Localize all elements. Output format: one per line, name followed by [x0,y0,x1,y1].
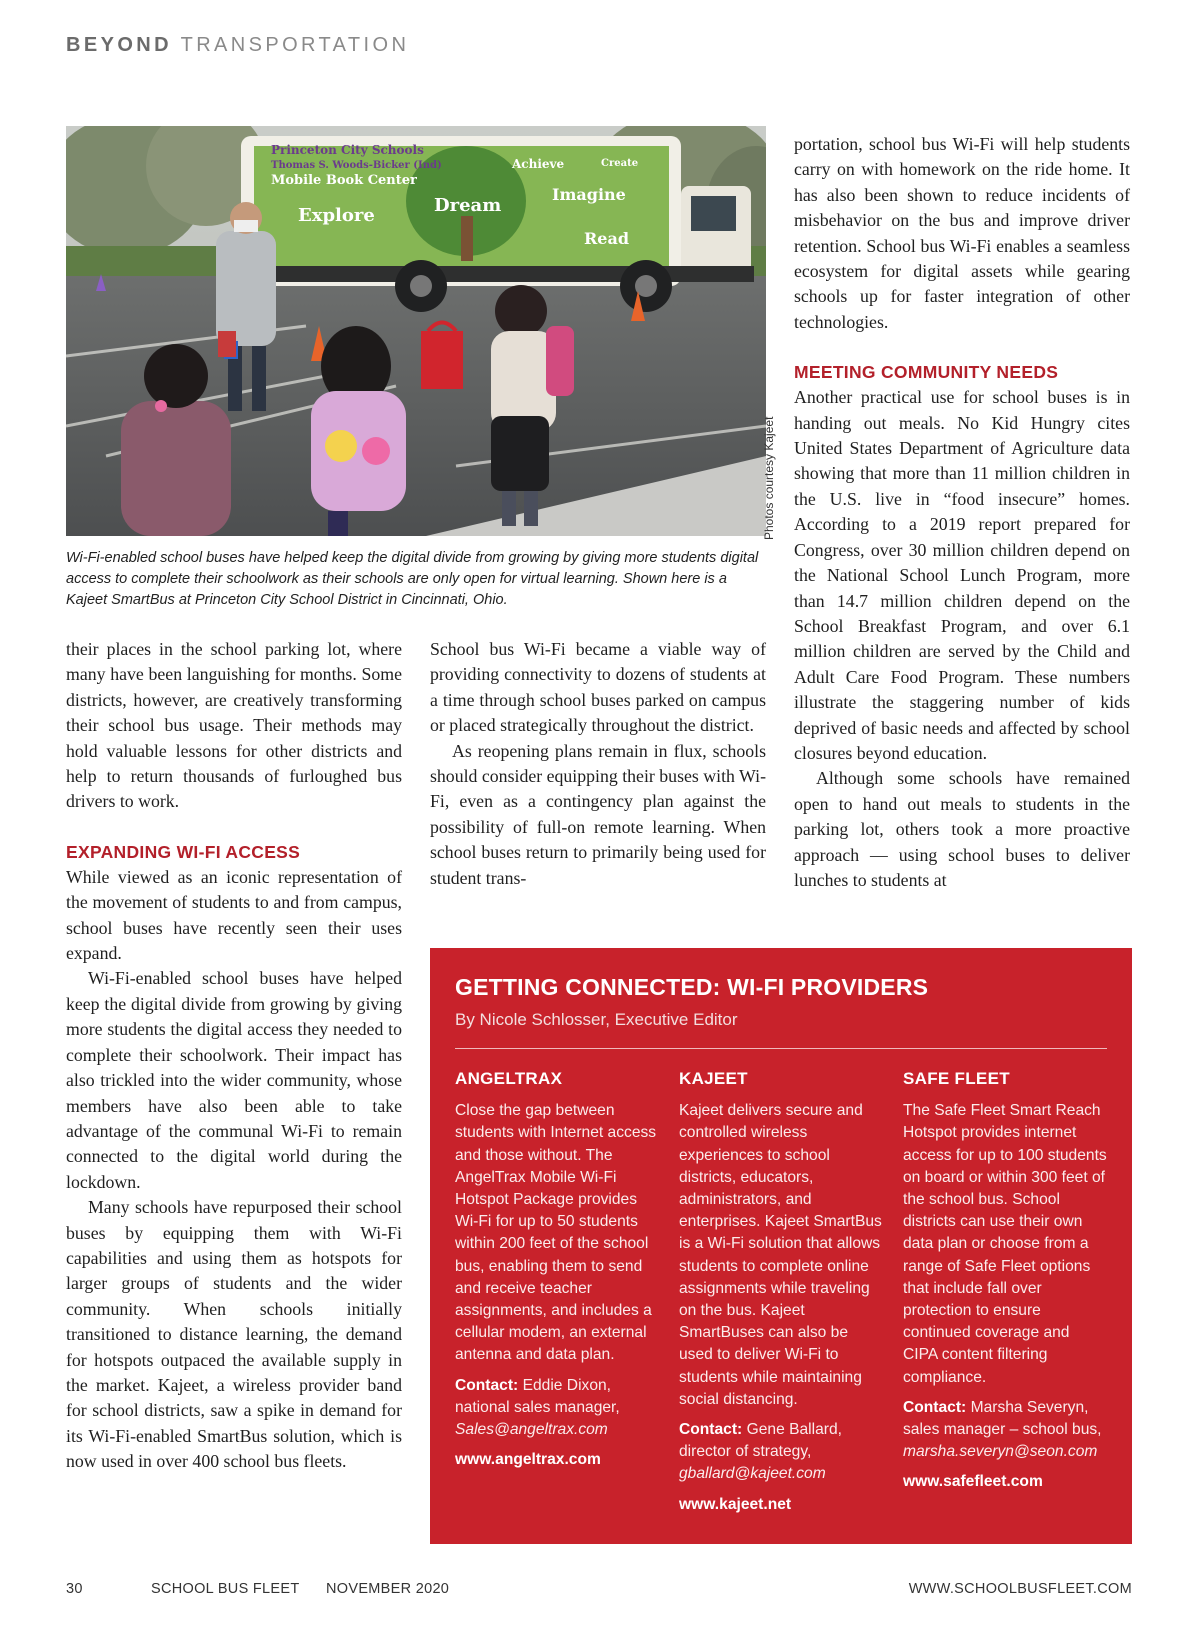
provider-angeltrax [455,1068,660,1471]
body-paragraph: As reopening plans remain in flux, schools should consider equipping their buses with Wi-Fi, even as a contingency plan against the possibility of full-on remote learning. When school buses return to primarily being used for student trans- [430,740,766,888]
bus-text-name: Thomas S. Woods-Bicker (Ind) [271,160,442,171]
provider-description: Kajeet delivers secure and controlled wireless experiences to school districts, educators, administrators, and enterprises. Kajeet SmartBus is a Wi-Fi solution that allows students to complete online assignments while traveling on the bus. Kajeet SmartBuses can also be used to deliver Wi-Fi to students while maintaining social distancing. [679,1102,882,1408]
sidebar-title: GETTING CONNECTED: WI-FI PROVIDERS [455,974,929,1000]
provider-contact [679,1419,884,1486]
provider-name: SAFE FLEET [903,1069,1010,1088]
section-label-rest: TRANSPORTATION [180,34,410,56]
article-column-2 [430,637,766,891]
sidebar-byline: By Nicole Schlosser, Executive Editor [455,1010,738,1029]
provider-contact [455,1375,660,1442]
photo-credit: Photos courtesy Kajeet [762,416,776,540]
provider-kajeet [679,1068,884,1516]
bus-text-book-center: Mobile Book Center [271,173,417,188]
provider-name: KAJEET [679,1069,748,1088]
magazine-website-link[interactable]: WWW.SCHOOLBUSFLEET.COM [908,1581,1132,1597]
bus-text-imagine: Imagine [552,185,626,204]
contact-person: Eddie Dixon, national sales manager, [455,1376,620,1416]
article-column-3 [794,132,1130,893]
body-paragraph: School bus Wi-Fi became a viable way of providing connectivity to dozens of students at a time through school buses parked on campus or placed strategically throughout the district. [430,639,766,736]
body-paragraph: Wi-Fi-enabled school buses have helped keep the digital divide from growing by giving more students the digital access they needed to complete their schoolwork. Their impact has also trickled into the wider community, whose members have also been able to take advantage of the communal Wi-Fi to remain connected to the digital world during the lockdown. [66,968,402,1192]
subhead-expanding-wifi: EXPANDING WI-FI ACCESS [66,841,301,862]
contact-email-link[interactable]: gballard@kajeet.com [679,1465,826,1483]
contact-person: Gene Ballard, director of strategy, [679,1421,842,1461]
contact-label: Contact: [455,1376,519,1394]
photo-caption: Wi-Fi-enabled school buses have helped keep the digital divide from growing by giving more students digital access to complete their schoolwork as their schools are only open for virtual learning. Shown here is a Kajeet SmartBus at Princeton City School District in Cincinnati, Ohio. [66,550,759,608]
page-number: 30 [66,1581,83,1597]
body-paragraph: portation, school bus Wi-Fi will help students carry on with homework on the ride home. It has also been shown to reduce incidents of misbehavior on the bus and improve driver retention. School bus Wi-Fi enables a seamless ecosystem for digital assets while gearing schools up for faster integration of other technologies. [794,134,1130,332]
sidebar-divider [455,1048,1107,1049]
subhead-community-needs: MEETING COMMUNITY NEEDS [794,362,1059,383]
bus-text-achieve: Achieve [512,157,565,171]
contact-email-link[interactable]: Sales@angeltrax.com [455,1421,608,1439]
contact-label: Contact: [679,1421,743,1439]
bus-text-create: Create [601,158,639,169]
sidebar-wifi-providers [430,948,1132,1544]
body-paragraph: Many schools have repurposed their school buses by equipping them with Wi-Fi capabilities and using them as hotspots for larger groups of students and the wider community. When schools initially transitioned to distance learning, the demand for hotspots outpaced the available supply in the market. Kajeet, a wireless provider band for school districts, saw a spike in demand for its Wi-Fi-enabled SmartBus solution, which is now used in over 400 school bus fleets. [66,1197,402,1472]
issue-date: NOVEMBER 2020 [326,1581,450,1597]
article-column-1 [66,637,402,1475]
body-paragraph: their places in the school parking lot, where many have been languishing for months. Some districts, however, are creatively transforming their school bus usage. Their methods may hold valuable lessons for other districts and help to return thousands of furloughed bus drivers to work. [66,639,402,812]
provider-safe-fleet [903,1068,1108,1494]
article-photo [66,126,766,536]
provider-description: Close the gap between students with Internet access and those without. The AngelTrax Mobile Wi-Fi Hotspot Package provides Wi-Fi for up to 50 students within 200 feet of the school bus, enabling them to send and receive teacher assignments, and includes a cellular modem, an external antenna and data plan. [455,1102,657,1364]
magazine-name: SCHOOL BUS FLEET [151,1581,300,1597]
provider-name: ANGELTRAX [455,1069,563,1088]
provider-website-link[interactable]: www.safefleet.com [903,1473,1043,1491]
provider-contact [903,1397,1108,1464]
contact-label: Contact: [903,1398,967,1416]
bus-text-school: Princeton City Schools [271,143,424,157]
bus-text-dream: Dream [434,195,502,216]
body-paragraph: Another practical use for school buses is in handing out meals. No Kid Hungry cites United States Department of Agriculture data showing that more than 11 million children in the U.S. live in “food insecure” homes. According to a 2019 report prepared for Congress, over 30 million children depend on the National School Lunch Program, more than 14.7 million children depend on the School Breakfast Program, and over 6.1 million children are served by the Child and Adult Care Food Program. These numbers illustrate the staggering number of kids deprived of basic needs and affected by school closures beyond education. [794,387,1130,763]
bus-text-read: Read [584,229,630,248]
body-paragraph: Although some schools have remained open to hand out meals to students in the parking lot, others took a more proactive approach — using school buses to deliver lunches to students at [794,768,1130,890]
section-label [66,34,409,57]
provider-description: The Safe Fleet Smart Reach Hotspot provides internet access for up to 100 students on board or within 300 feet of the school bus. School districts can use their own data plan or choose from a range of Safe Fleet options that include fall over protection to ensure continued coverage and CIPA content filtering compliance. [903,1102,1107,1386]
contact-person: Marsha Severyn, sales manager – school bus, [903,1398,1102,1439]
contact-email-link[interactable]: marsha.severyn@seon.com [903,1443,1098,1461]
provider-website-link[interactable]: www.kajeet.net [679,1495,792,1513]
bus-text-explore: Explore [298,205,375,226]
section-label-bold: BEYOND [66,34,172,56]
body-paragraph: While viewed as an iconic representation of the movement of students to and from campus, school buses have recently seen their uses expand. [66,866,402,964]
provider-website-link[interactable]: www.angeltrax.com [455,1451,601,1469]
